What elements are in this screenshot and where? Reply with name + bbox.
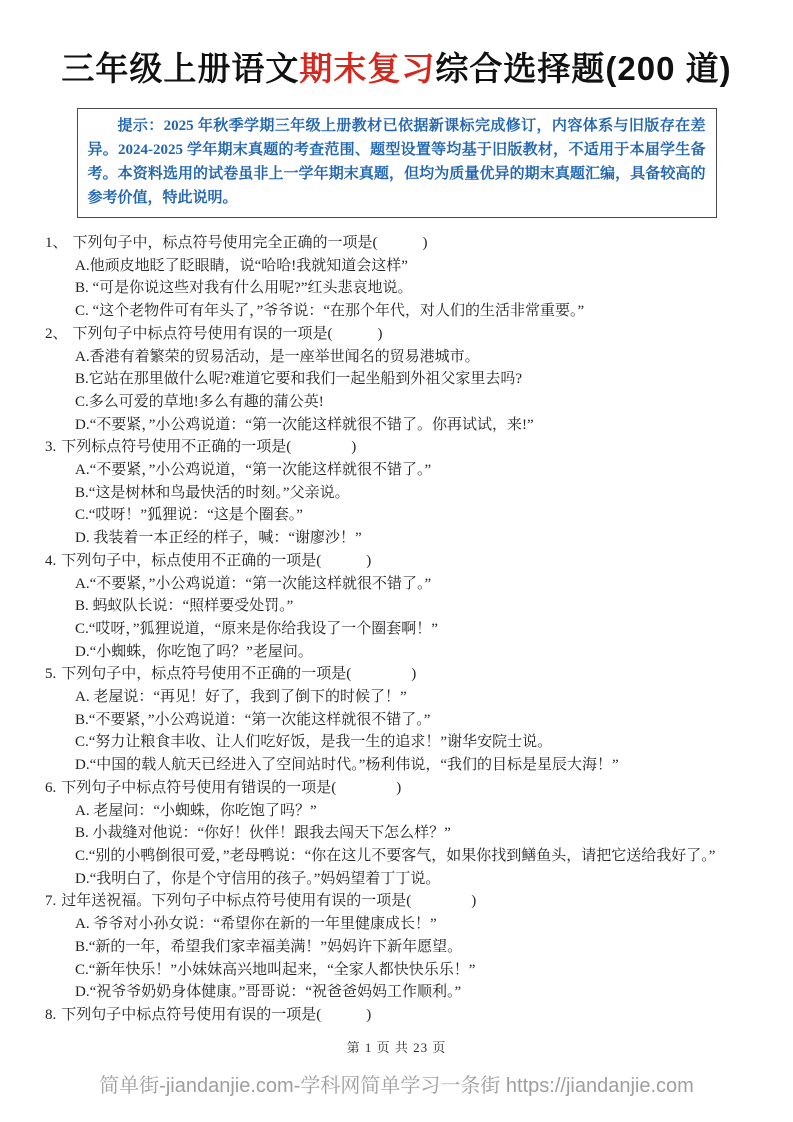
question-option: C.“别的小鸭倒很可爱，”老母鸭说：“你在这儿不要客气，如果你找到鳝鱼头，请把它送给我好了。”: [75, 847, 716, 864]
question-options: [45, 913, 769, 1004]
title-highlight: 期末复习: [299, 50, 436, 87]
question-number: 4.: [45, 552, 57, 569]
question-option: C.“哎呀，”狐狸说道，“原来是你给我设了一个圈套啊！”: [75, 620, 438, 637]
question-option: C.“哎呀！”狐狸说：“这是个圈套。”: [75, 507, 303, 524]
question-option: B.“这是树林和鸟最快活的时刻。”父亲说。: [75, 484, 350, 501]
question-option: B. 蚂蚁队长说：“照样要受处罚。”: [75, 598, 294, 615]
question-option: B.“新的一年，希望我们家幸福美满！”妈妈许下新年愿望。: [75, 938, 463, 955]
question-stem: [45, 663, 769, 686]
question-stem-text: 下列句子中，标点符号使用完全正确的一项是( ): [72, 235, 428, 251]
question-option: B.它站在那里做什么呢?难道它要和我们一起坐船到外祖父家里去吗?: [75, 371, 523, 388]
question-number: 2、: [45, 325, 68, 342]
question-options: [45, 346, 769, 437]
notice-text: 提示：2025 年秋季学期三年级上册教材已依据新课标完成修订，内容体系与旧版存在差异。2024-2025 学年期末真题的考查范围、题型设置等均基于旧版教材，不适用于本届学生备考。本资料选用的试卷虽非上一学年期末真题，但均为质量优异的期末真题汇编，具备较高的参考价值，特此说明。: [87, 118, 706, 206]
question-option: A. 爷爷对小孙女说：“希望你在新的一年里健康成长！”: [75, 916, 437, 933]
question-block: [45, 232, 769, 323]
notice-box: [77, 108, 717, 218]
question-option: D.“小蜘蛛，你吃饱了吗？”老屋问。: [75, 643, 313, 660]
question-option: D.“我明白了，你是个守信用的孩子。”妈妈望着丁丁说。: [75, 870, 441, 887]
question-option: B. 小裁缝对他说：“你好！伙伴！跟我去闯天下怎么样？”: [75, 825, 451, 842]
question-option: D. 我装着一本正经的样子，喊：“谢廖沙！”: [75, 530, 362, 547]
question-block: [45, 323, 769, 437]
question-stem: [45, 550, 769, 573]
question-stem: [45, 436, 769, 459]
question-option: D.“祝爷爷奶奶身体健康。”哥哥说：“祝爸爸妈妈工作顺利。”: [75, 984, 462, 1001]
question-options: [45, 573, 769, 664]
question-option: B.“不要紧，”小公鸡说道：“第一次能这样就很不错了。”: [75, 711, 431, 728]
question-option: D.“中国的载人航天已经进入了空间站时代。”杨利伟说，“我们的目标是星辰大海！”: [75, 757, 619, 774]
title-part-1: 三年级上册语文: [61, 50, 300, 87]
questions-list: [45, 232, 769, 1027]
question-block: [45, 663, 769, 777]
question-block: [45, 550, 769, 664]
question-block: [45, 777, 769, 891]
question-number: 3.: [45, 439, 57, 456]
question-number: 8.: [45, 1006, 57, 1023]
question-options: [45, 686, 769, 777]
page-title: [0, 48, 793, 90]
question-option: B. “可是你说这些对我有什么用呢?”红头悲哀地说。: [75, 280, 413, 297]
question-stem-text: 下列句子中标点符号使用有误的一项是( ): [72, 325, 383, 342]
question-block: [45, 890, 769, 1004]
question-option: A.“不要紧，”小公鸡说道：“第一次能这样就很不错了。”: [75, 575, 432, 592]
question-stem: [45, 1004, 769, 1027]
question-option: C.多么可爱的草地!多么有趣的蒲公英!: [75, 393, 324, 410]
question-block: [45, 1004, 769, 1027]
page-number: 第 1 页 共 23 页: [346, 1039, 447, 1055]
question-number: 7.: [45, 893, 57, 910]
question-stem: [45, 777, 769, 800]
question-options: [45, 255, 769, 323]
question-stem-text: 过年送祝福。下列句子中标点符号使用有误的一项是( ): [61, 893, 477, 910]
question-stem: [45, 890, 769, 913]
question-option: A.他顽皮地眨了眨眼睛，说“哈哈!我就知道会这样”: [75, 257, 408, 274]
question-stem-text: 下列句子中，标点使用不正确的一项是( ): [61, 552, 372, 569]
question-option: C.“努力让粮食丰收、让人们吃好饭，是我一生的追求！”谢华安院士说。: [75, 734, 553, 751]
question-option: A.“不要紧，”小公鸡说道，“第一次能这样就很不错了。”: [75, 462, 432, 479]
question-option: A. 老屋说：“再见！好了，我到了倒下的时候了！”: [75, 689, 407, 706]
question-stem-text: 下列句子中，标点符号使用不正确的一项是( ): [61, 666, 417, 683]
question-stem-text: 下列句子中标点符号使用有误的一项是( ): [61, 1006, 372, 1023]
question-number: 5.: [45, 666, 57, 683]
question-option: A. 老屋问：“小蜘蛛，你吃饱了吗？”: [75, 802, 317, 819]
question-option: D.“不要紧，”小公鸡说道：“第一次能这样就很不错了。你再试试，来!”: [75, 416, 534, 433]
question-block: [45, 436, 769, 550]
question-stem: [45, 232, 769, 255]
question-number: 1、: [45, 235, 68, 251]
question-option: C. “这个老物件可有年头了，”爷爷说：“在那个年代，对人们的生活非常重要。”: [75, 303, 585, 320]
question-options: [45, 800, 769, 891]
title-part-2: 综合选择题(200 道): [435, 50, 732, 87]
question-options: [45, 459, 769, 550]
question-option: A.香港有着繁荣的贸易活动，是一座举世闻名的贸易港城市。: [75, 348, 480, 365]
question-option: C.“新年快乐！”小妹妹高兴地叫起来，“全家人都快快乐乐！”: [75, 961, 476, 978]
question-stem-text: 下列标点符号使用不正确的一项是( ): [61, 439, 357, 456]
question-stem: [45, 323, 769, 346]
watermark: 简单街-jiandanjie.com-学科网简单学习一条街 https://jiandanjie.com: [99, 1074, 694, 1097]
question-number: 6.: [45, 779, 57, 796]
question-stem-text: 下列句子中标点符号使用有错误的一项是( ): [61, 779, 402, 796]
